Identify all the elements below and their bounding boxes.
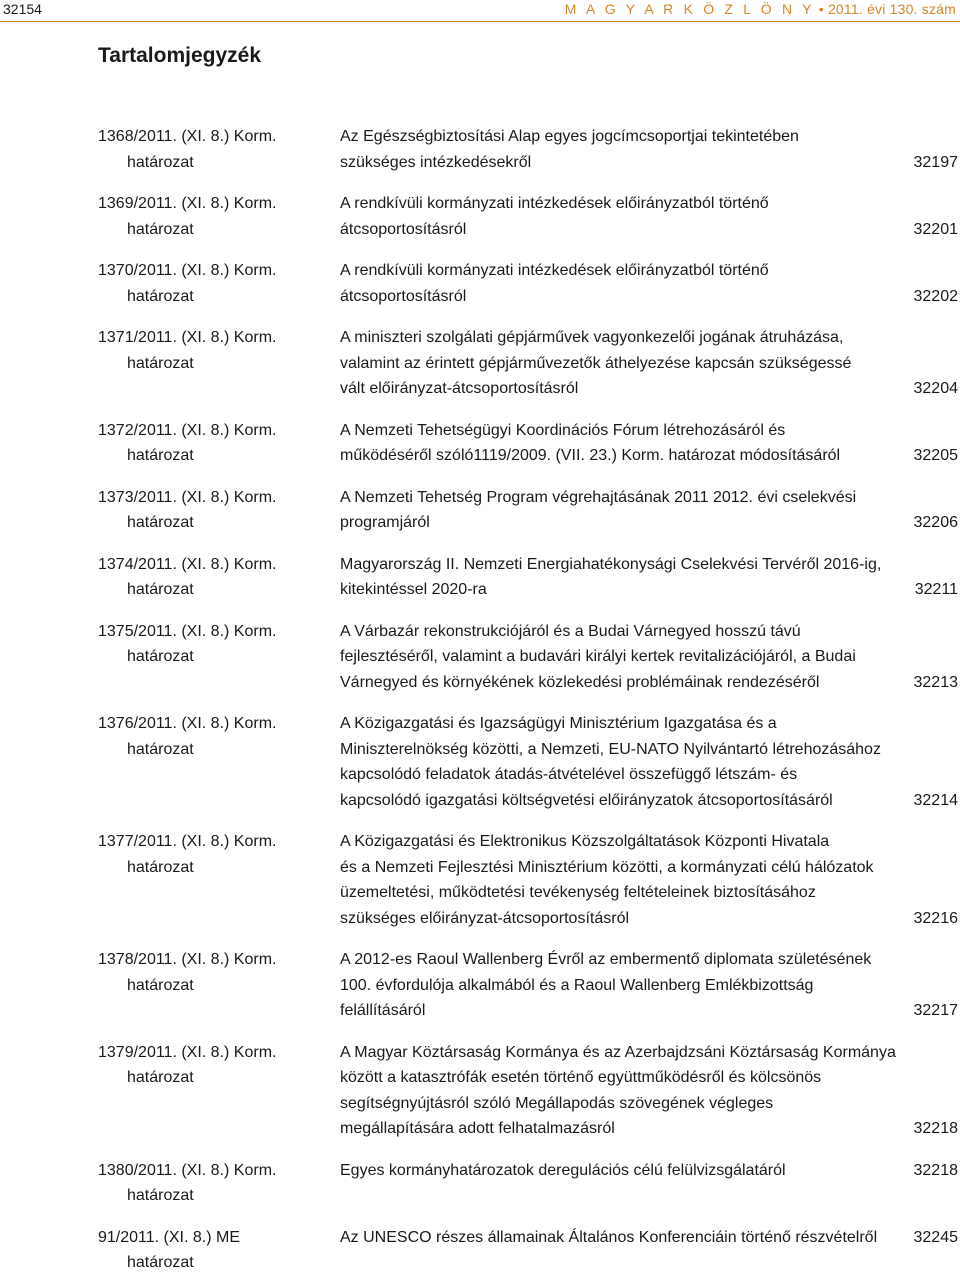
entry-ref-type: határozat <box>127 858 194 876</box>
header-rule <box>0 21 960 22</box>
toc-entry <box>0 124 960 175</box>
entry-ref-type: határozat <box>127 1187 194 1204</box>
toc-entry <box>0 1040 960 1142</box>
page-title: Tartalomjegyzék <box>98 44 262 67</box>
entry-description-line: vált előirányzat-átcsoportosításról <box>340 380 579 397</box>
entry-description-line: Miniszterelnökség közötti, a Nemzeti, EU-NATO Nyilvántartó létrehozásához <box>340 740 881 758</box>
toc-entry <box>0 485 960 536</box>
entry-reference <box>0 711 277 813</box>
entry-reference <box>0 258 277 309</box>
bullet-separator: • <box>818 1 824 17</box>
entry-ref-number: 1378/2011. (XI. 8.) Korm. <box>98 951 277 968</box>
entry-reference <box>0 552 277 603</box>
entry-ref-number: 1368/2011. (XI. 8.) Korm. <box>98 128 277 145</box>
entry-reference <box>0 325 277 402</box>
entry-ref-number: 1371/2011. (XI. 8.) Korm. <box>98 329 277 346</box>
entry-description <box>340 947 900 1024</box>
entry-description-line: A Közigazgatási és Igazságügyi Minisztérium Igazgatása és a <box>340 715 777 732</box>
entry-ref-type: határozat <box>127 354 194 372</box>
entry-description-line: szükséges intézkedésekről <box>340 153 532 171</box>
entry-description-line: Magyarország II. Nemzeti Energiahatékonysági Cselekvési Tervéről 2016-ig, <box>340 555 882 573</box>
entry-description-line: üzemeltetési, működtetési tevékenység feltételeinek biztosításához <box>340 884 816 901</box>
entry-page-number: 32218 <box>913 1120 958 1137</box>
entry-reference <box>0 829 277 931</box>
entry-description-line: A Magyar Köztársaság Kormánya és az Azerbajdzsáni Köztársaság Kormánya <box>340 1043 896 1061</box>
entry-description <box>340 485 900 536</box>
entry-page-number: 32213 <box>913 673 958 691</box>
entry-ref-number: 1374/2011. (XI. 8.) Korm. <box>98 555 277 573</box>
entry-description <box>340 711 900 813</box>
entry-description <box>340 191 900 242</box>
entry-description <box>340 552 900 603</box>
entry-reference <box>0 947 277 1024</box>
toc-entry <box>0 711 960 813</box>
entry-ref-number: 1375/2011. (XI. 8.) Korm. <box>98 622 277 640</box>
entry-description-line: A miniszteri szolgálati gépjárművek vagyonkezelői jogának átruházása, <box>340 329 844 346</box>
entry-ref-number: 1370/2011. (XI. 8.) Korm. <box>98 262 277 279</box>
entry-description-line: működéséről szóló1119/2009. (VII. 23.) Korm. határozat módosításáról <box>340 447 841 464</box>
entry-description-line: fejlesztéséről, valamint a budavári királyi kertek revitalizációjáról, a Budai <box>340 648 856 665</box>
toc-entry <box>0 1225 960 1276</box>
entry-description-line: A 2012-es Raoul Wallenberg Évről az embermentő diplomata születésének <box>340 951 872 968</box>
journal-name: M A G Y A R K Ö Z L Ö N Y <box>564 1 815 17</box>
entry-reference <box>0 191 277 242</box>
entry-reference <box>0 418 277 469</box>
entry-page-number: 32197 <box>913 153 958 171</box>
entry-description-line: átcsoportosításról <box>340 220 467 238</box>
toc-entry <box>0 325 960 402</box>
entry-reference <box>0 1158 277 1209</box>
toc-entry <box>0 1158 960 1209</box>
entry-page-number: 32216 <box>913 909 958 927</box>
entry-description-line: A Nemzeti Tehetségügyi Koordinációs Fórum létrehozásáról és <box>340 421 786 439</box>
entry-ref-type: határozat <box>127 976 194 994</box>
entry-description-line: kitekintéssel 2020-ra <box>340 581 487 598</box>
entry-reference <box>0 619 277 696</box>
entry-page-number: 32214 <box>913 791 958 809</box>
entry-ref-type: határozat <box>127 153 194 171</box>
entry-page-number: 32218 <box>913 1161 958 1179</box>
entry-description-line: valamint az érintett gépjárművezetők áthelyezése kapcsán szükségessé <box>340 354 852 372</box>
entry-description-line: szükséges előirányzat-átcsoportosításról <box>340 909 630 927</box>
entry-description <box>340 1158 900 1184</box>
toc-entry <box>0 552 960 603</box>
toc-entry <box>0 619 960 696</box>
entry-description-line: A rendkívüli kormányzati intézkedések előirányzatból történő <box>340 195 769 212</box>
entry-page-number: 32205 <box>913 447 958 464</box>
entry-page-number: 32204 <box>913 380 958 397</box>
entry-description <box>340 258 900 309</box>
entry-description-line: segítségnyújtásról szóló Megállapodás szövegének végleges <box>340 1094 774 1112</box>
entry-description-line: és a Nemzeti Fejlesztési Minisztérium közötti, a kormányzati célú hálózatok <box>340 858 874 876</box>
entry-description-line: A rendkívüli kormányzati intézkedések előirányzatból történő <box>340 262 769 279</box>
toc-entry <box>0 947 960 1024</box>
entry-description-line: Az UNESCO részes államainak Általános Konferenciáin történő részvételről <box>340 1228 878 1246</box>
entry-description <box>340 829 900 931</box>
entry-description-line: programjáról <box>340 514 430 531</box>
entry-description-line: 100. évfordulója alkalmából és a Raoul Wallenberg Emlékbizottság <box>340 976 814 994</box>
page-number: 32154 <box>3 1 42 17</box>
entry-description-line: Az Egészségbiztosítási Alap egyes jogcímcsoportjai tekintetében <box>340 128 799 145</box>
table-of-contents <box>0 124 960 1276</box>
entry-ref-number: 1377/2011. (XI. 8.) Korm. <box>98 833 277 850</box>
entry-ref-type: határozat <box>127 1254 194 1271</box>
entry-description-line: A Nemzeti Tehetség Program végrehajtásának 2011 2012. évi cselekvési <box>340 488 857 506</box>
entry-ref-number: 1380/2011. (XI. 8.) Korm. <box>98 1161 277 1179</box>
entry-page-number: 32206 <box>913 514 958 531</box>
entry-description <box>340 124 900 175</box>
entry-reference <box>0 485 277 536</box>
toc-entry <box>0 191 960 242</box>
entry-ref-number: 1373/2011. (XI. 8.) Korm. <box>98 488 277 506</box>
toc-entry <box>0 258 960 309</box>
entry-description <box>340 1040 900 1142</box>
entry-description-line: megállapítására adott felhatalmazásról <box>340 1120 615 1137</box>
entry-ref-number: 1376/2011. (XI. 8.) Korm. <box>98 715 277 732</box>
running-title <box>565 2 956 16</box>
toc-entry <box>0 829 960 931</box>
entry-description-line: kapcsolódó igazgatási költségvetési előirányzatok átcsoportosításáról <box>340 791 833 809</box>
toc-entry <box>0 418 960 469</box>
entry-ref-number: 91/2011. (XI. 8.) ME <box>98 1228 240 1246</box>
entry-ref-type: határozat <box>127 514 194 531</box>
entry-ref-type: határozat <box>127 1069 194 1086</box>
entry-page-number: 32217 <box>913 1002 958 1019</box>
entry-reference <box>0 124 277 175</box>
entry-ref-type: határozat <box>127 447 194 464</box>
entry-description-line: kapcsolódó feladatok átadás-átvételével összefüggő létszám- és <box>340 766 798 783</box>
entry-description <box>340 325 900 402</box>
entry-description <box>340 1225 900 1251</box>
entry-ref-number: 1379/2011. (XI. 8.) Korm. <box>98 1043 277 1061</box>
entry-description-line: A Közigazgatási és Elektronikus Közszolgáltatások Központi Hivatala <box>340 833 830 850</box>
entry-description-line: átcsoportosításról <box>340 287 467 305</box>
issue-label: 2011. évi 130. szám <box>827 1 956 17</box>
entry-description <box>340 619 900 696</box>
entry-ref-type: határozat <box>127 740 194 758</box>
page-header <box>0 0 960 22</box>
entry-description-line: Várnegyed és környékének közlekedési problémáinak rendezéséről <box>340 673 820 691</box>
entry-ref-type: határozat <box>127 287 194 305</box>
entry-ref-number: 1369/2011. (XI. 8.) Korm. <box>98 195 277 212</box>
entry-ref-type: határozat <box>127 220 194 238</box>
entry-description-line: Egyes kormányhatározatok deregulációs célú felülvizsgálatáról <box>340 1161 786 1179</box>
entry-reference <box>0 1040 277 1142</box>
entry-page-number: 32201 <box>913 220 958 238</box>
entry-page-number: 32211 <box>914 581 958 598</box>
entry-ref-number: 1372/2011. (XI. 8.) Korm. <box>98 421 277 439</box>
entry-page-number: 32202 <box>913 287 958 305</box>
entry-ref-type: határozat <box>127 648 194 665</box>
entry-description <box>340 418 900 469</box>
entry-reference <box>0 1225 240 1276</box>
entry-description-line: felállításáról <box>340 1002 426 1019</box>
entry-page-number: 32245 <box>913 1228 958 1246</box>
entry-ref-type: határozat <box>127 581 194 598</box>
entry-description-line: A Várbazár rekonstrukciójáról és a Budai Várnegyed hosszú távú <box>340 622 801 640</box>
entry-description-line: között a katasztrófák esetén történő együttműködésről és kölcsönös <box>340 1069 822 1086</box>
